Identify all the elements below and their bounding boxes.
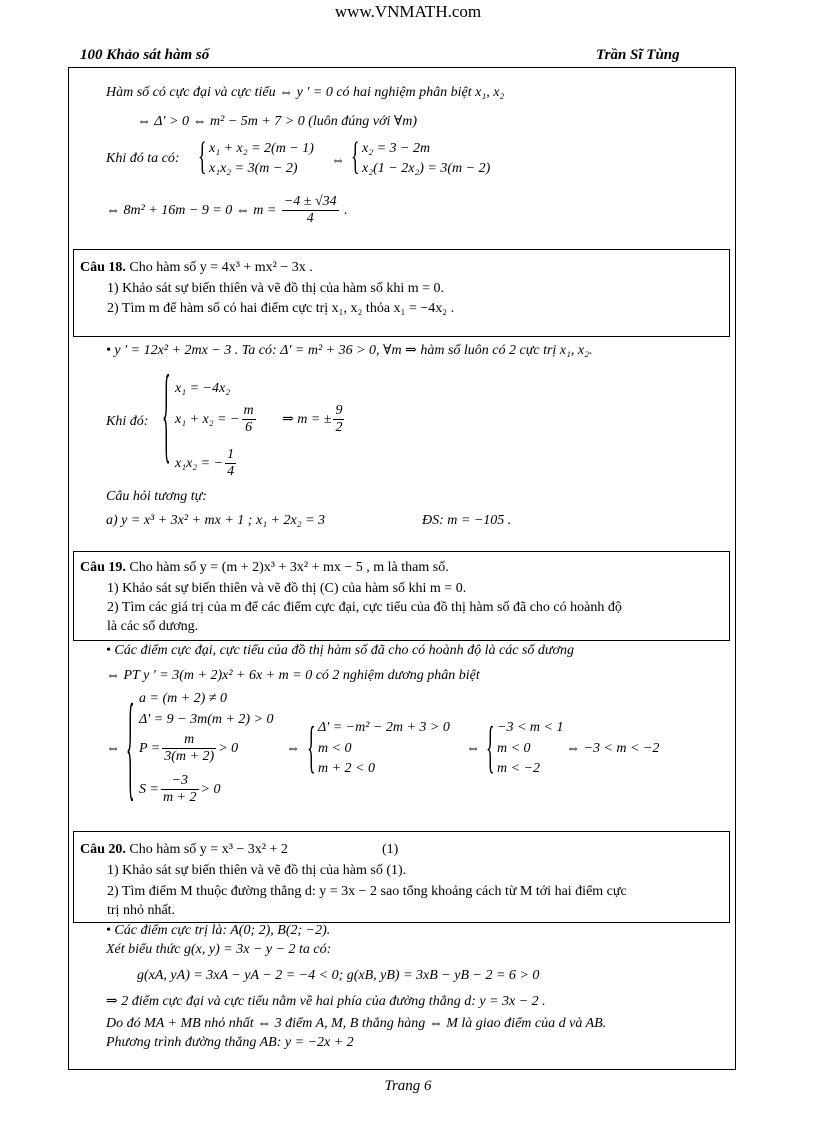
cont-sys1-line1: x₁ + x₂ = 2(m − 1) — [209, 141, 314, 156]
solution-18-result: ⇒ m = ± $\frac{9}{2}$ — [282, 403, 343, 436]
system-brace: { — [486, 714, 495, 779]
cont-line-3-label: Khi đó ta có: — [106, 151, 180, 166]
solution-19-arrow-1: ⇔ — [106, 741, 120, 756]
solution-18-eq-3: x₁x₂ = − $\frac{1}{4}$ — [175, 447, 235, 480]
solution-19-line-1: • Các điểm cực đại, cực tiểu của đồ thị hàm số đã cho có hoành độ là các số dương — [106, 643, 575, 658]
header-author: Trần Sĩ Tùng — [596, 47, 680, 63]
question-19-line — [80, 559, 449, 577]
question-20-stem: Cho hàm số y = x³ − 3x² + 2 — [129, 842, 288, 857]
question-18-part-2: 2) Tìm m để hàm số có hai điểm cực trị x₁, x₂ thỏa x₁ = −4x₂ . — [107, 301, 455, 316]
cont-equiv: ⇔ — [331, 153, 345, 168]
question-20-part-1: 1) Khảo sát sự biến thiên và vẽ đồ thị của hàm số (1). — [107, 863, 407, 878]
similar-question-a-answer: ĐS: m = −105 . — [422, 513, 512, 528]
solution-19-cond-p: P = $\frac{m}{3(m + 2)}$ > 0 — [139, 732, 239, 765]
solution-19-cond-s: S = $\frac{-3}{m + 2}$ > 0 — [139, 773, 221, 806]
question-19-part-2b: là các số dương. — [107, 619, 199, 634]
question-18-title: Câu 18. — [80, 260, 126, 275]
solution-18-khi-do: Khi đó: — [106, 414, 149, 429]
solution-19-cond-a: a = (m + 2) ≠ 0 — [139, 691, 228, 706]
system-brace: { — [307, 714, 316, 779]
question-19-stem: Cho hàm số y = (m + 2)x³ + 3x² + mx − 5 , m là tham số. — [129, 560, 449, 575]
solution-19-f2: m < 0 — [497, 741, 531, 756]
solution-19-cond-delta: Δ' = 9 − 3m(m + 2) > 0 — [139, 712, 274, 727]
header-book-title: 100 Khảo sát hàm số — [80, 47, 210, 63]
question-18-line — [80, 259, 313, 277]
solution-20-line-1: • Các điểm cực trị là: A(0; 2), B(2; −2). — [106, 923, 331, 938]
system-brace: { — [126, 679, 135, 812]
solution-20-line-3: g(xA, yA) = 3xA − yA − 2 = −4 < 0; g(xB, yB) = 3xB − yB − 2 = 6 > 0 — [137, 968, 540, 983]
solution-19-arrow-3: ⇔ — [466, 741, 480, 756]
cont-sys2-line1: x₂ = 3 − 2m — [362, 141, 431, 156]
cont-line-1: Hàm số có cực đại và cực tiểu ⇔ y ′ = 0 có hai nghiệm phân biệt x₁, x₂ — [106, 85, 505, 100]
question-18-part-1: 1) Khảo sát sự biến thiên và vẽ đồ thị của hàm số khi m = 0. — [107, 281, 445, 296]
solution-19-d2: m < 0 — [318, 741, 352, 756]
question-20-part-2a: 2) Tìm điểm M thuộc đường thẳng d: y = 3x − 2 sao tổng khoảng cách từ M tới hai điểm cực — [107, 884, 627, 899]
question-20-equation-number: (1) — [382, 842, 399, 857]
solution-19-d1: Δ' = −m² − 2m + 3 > 0 — [318, 720, 450, 735]
question-19-part-2a: 2) Tìm các giá trị của m để các điểm cực đại, cực tiểu của đồ thị hàm số đã cho có hoành độ — [107, 600, 622, 615]
solution-19-arrow-2: ⇔ — [286, 741, 300, 756]
solution-19-f1: −3 < m < 1 — [497, 720, 564, 735]
solution-19-f3: m < −2 — [497, 761, 541, 776]
cont-line-2: ⇔ Δ′ > 0 ⇔ m² − 5m + 7 > 0 (luôn đúng với ∀m) — [137, 114, 418, 129]
solution-20-line-2: Xét biểu thức g(x, y) = 3x − y − 2 ta có: — [106, 942, 332, 957]
system-brace: { — [198, 133, 207, 178]
cont-sys1-line2: x₁x₂ = 3(m − 2) — [209, 161, 298, 176]
solution-18-line-1: • y ′ = 12x² + 2mx − 3 . Ta có: Δ′ = m² + 36 > 0, ∀m ⇒ hàm số luôn có 2 cực trị x₁, x₂. — [106, 343, 593, 358]
page-number: Trang 6 — [384, 1078, 432, 1094]
cont-line-4: ⇔ 8m² + 16m − 9 = 0 ⇔ m = $\frac{-4 \pm √34}{4}$ . — [106, 194, 348, 227]
question-20-line — [80, 841, 288, 859]
question-20-part-2b: trị nhỏ nhất. — [107, 903, 176, 918]
similar-question-a: a) y = x³ + 3x² + mx + 1 ; x₁ + 2x₂ = 3 — [106, 513, 326, 528]
solution-19-final: ⇔ −3 < m < −2 — [566, 741, 660, 756]
solution-20-line-4: ⇒ 2 điểm cực đại và cực tiểu nằm về hai phía của đường thẳng d: y = 3x − 2 . — [106, 994, 546, 1009]
solution-19-d3: m + 2 < 0 — [318, 761, 376, 776]
question-19-part-1: 1) Khảo sát sự biến thiên và vẽ đồ thị (C) của hàm số khi m = 0. — [107, 581, 467, 596]
site-url: www.VNMATH.com — [334, 2, 482, 21]
cont-fraction: $\frac{-4 \pm √34}{4}$ — [283, 194, 337, 227]
solution-20-line-5: Do đó MA + MB nhỏ nhất ⇔ 3 điểm A, M, B thẳng hàng ⇔ M là giao điểm của d và AB. — [106, 1016, 607, 1031]
question-20-title: Câu 20. — [80, 842, 126, 857]
system-brace: { — [351, 133, 360, 178]
similar-questions-label: Câu hỏi tương tự: — [106, 489, 207, 504]
cont-sys2-line2: x₂(1 − 2x₂) = 3(m − 2) — [362, 161, 491, 176]
solution-19-line-2: ⇔ PT y ' = 3(m + 2)x² + 6x + m = 0 có 2 nghiệm dương phân biệt — [106, 668, 480, 683]
solution-18-eq-2: x₁ + x₂ = − $\frac{m}{6}$ — [175, 403, 254, 436]
solution-18-eq-1: x₁ = −4x₂ — [175, 381, 231, 396]
question-18-stem: Cho hàm số y = 4x³ + mx² − 3x . — [129, 260, 313, 275]
solution-20-line-6: Phương trình đường thẳng AB: y = −2x + 2 — [106, 1035, 354, 1050]
question-19-title: Câu 19. — [80, 560, 126, 575]
system-brace: { — [162, 353, 171, 473]
